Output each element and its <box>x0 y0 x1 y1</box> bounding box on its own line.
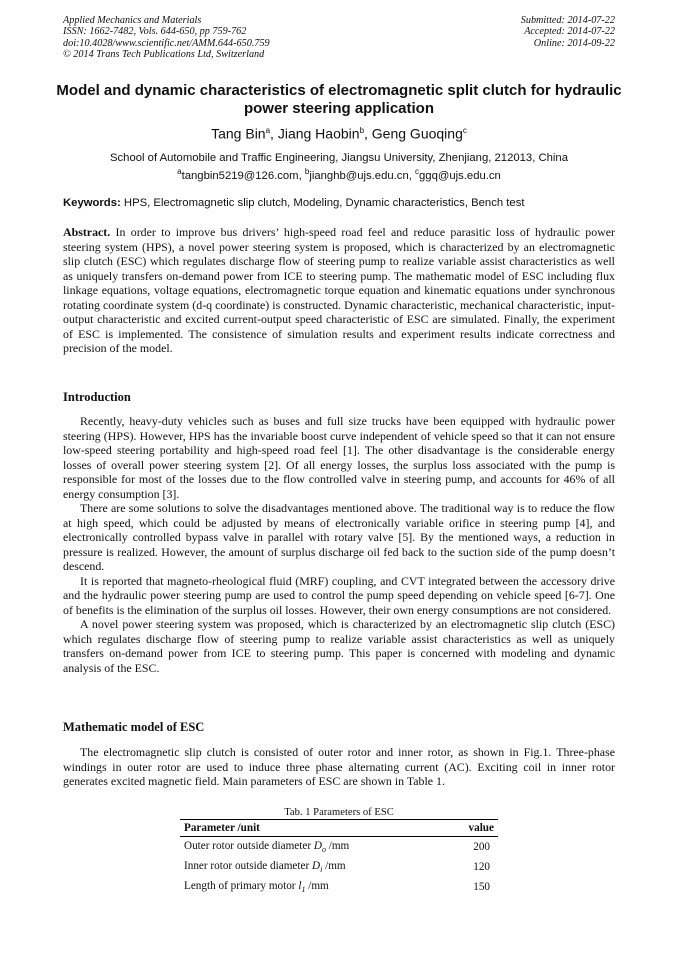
author-superscript: c <box>462 126 467 135</box>
email-address: tangbin5219@126.com <box>181 169 299 182</box>
email-superscript: a <box>177 167 182 176</box>
section-heading-introduction: Introduction <box>63 390 131 404</box>
symbol: $D_o$ <box>313 839 326 855</box>
keywords-text: HPS, Electromagnetic slip clutch, Modeling, Dynamic characteristics, Bench test <box>120 197 525 209</box>
keywords-label: Keywords: <box>63 197 121 209</box>
journal-name: Applied Mechanics and Materials <box>63 15 202 26</box>
journal-info <box>63 15 270 60</box>
author-list: Tang Bin$^a$, Jiang Haobin$^b$, Geng Guoqing$^c$ <box>211 125 467 142</box>
value-cell: 120 <box>473 861 490 873</box>
column-header-value: value <box>468 822 494 834</box>
value-cell: 200 <box>473 841 490 853</box>
affiliation: School of Automobile and Traffic Engineering, Jiangsu University, Zhenjiang, 212013, China <box>109 152 568 164</box>
symbol: $D_i$ <box>312 859 323 875</box>
author-name: Jiang Haobin <box>277 125 360 142</box>
paragraph: The electromagnetic slip clutch is consisted of outer rotor and inner rotor, as shown in Fig.1. Three-phase windings in outer rotor are used to induce three phase alternating current (AC). Exciting coil in inner rotor generates excited magnetic field. Main parameters of ESC are shown in Table 1. <box>63 745 615 788</box>
paragraph: Recently, heavy-duty vehicles such as buses and full size trucks have been equipped with hydraulic power steering (HPS). However, HPS has the invariable boost curve independent of vehicle speed so that it can not ensure low-speed steering portability and high-speed road feel [1]. The other disadvantage is the considerable energy losses of overall power steering system [2]. Of all energy losses, the surplus loss associated with the pump is responsible for most of the losses due to the flow controlled valve in steering pump, and accounts for 46% of all energy consumption [3]. <box>63 414 615 501</box>
table-caption: Tab. 1 Parameters of ESC <box>284 807 394 818</box>
section-heading-math-model: Mathematic model of ESC <box>63 720 205 734</box>
email-superscript: c <box>415 167 420 176</box>
submitted-date: Submitted: 2014-07-22 <box>520 15 615 26</box>
online-date: Online: 2014-09-22 <box>533 37 615 49</box>
email-address: jianghb@ujs.edu.cn <box>309 169 409 182</box>
author-name: Geng Guoqing <box>371 125 463 142</box>
author-superscript: b <box>359 126 365 135</box>
table-row <box>180 877 498 897</box>
parameter-cell: Length of primary motor $l_1$ /mm <box>184 879 329 895</box>
table-row <box>180 837 498 858</box>
copyright-line: © 2014 Trans Tech Publications Ltd, Switzerland <box>63 48 265 60</box>
author-emails: $^a$tangbin5219@126.com, $^b$jianghb@ujs.edu.cn, $^c$ggq@ujs.edu.cn <box>177 167 501 182</box>
abstract-text: In order to improve bus drivers’ high-speed road feel and reduce parasitic loss of hydraulic power steering system (HPS), a novel power steering system is proposed, which is characterized by an electromagnetic slip clutch (ESC) which regulates discharge flow of steering pump to realize variable assist characteristics as well as uniquely transfers on-demand power from ICE to steering pump. The mathematic model of ESC including flux linkage equations, voltage equations, electromagnetic torque equation and kinematic equations under synchronous rotating coordinate system (d-q coordinate) is constructed. Dynamic characteristic, mechanical characteristic, input-output characteristic and excited current-output speed characteristic of ESC are simulated. Finally, the experiment of ESC is implemented. The consistence of simulation results and experiment results indicate correctness and precision of the model. <box>63 225 615 355</box>
author-superscript: a <box>265 126 271 135</box>
parameter-table-block <box>180 806 498 897</box>
accepted-date: Accepted: 2014-07-22 <box>524 26 615 38</box>
abstract-label: Abstract. <box>63 225 111 239</box>
table-row <box>180 857 498 877</box>
introduction-body <box>63 414 615 675</box>
paragraph: There are some solutions to solve the disadvantages mentioned above. The traditional way is to reduce the flow at high speed, which could be adjusted by means of electronically variable orifice in steering pump [4], and electronically controlled bypass valve in parallel with rotary valve [5]. By the mentioned ways, a reduction in pressure is realized. However, the amount of surplus discharge oil fed back to the suction side of the pump doesn’t descend. <box>63 501 615 573</box>
parameter-table <box>180 819 498 897</box>
table-header-row <box>180 820 498 837</box>
email-address: ggq@ujs.edu.cn <box>419 169 501 182</box>
keywords <box>63 196 623 210</box>
issn-line: ISSN: 1662-7482, Vols. 644-650, pp 759-762 <box>63 26 247 38</box>
parameter-cell: Outer rotor outside diameter $D_o$ /mm <box>184 839 350 855</box>
paragraph: A novel power steering system was proposed, which is characterized by an electromagnetic slip clutch (ESC) which regulates discharge flow of steering pump to realize variable assist characteristics as well as uniquely transfers on-demand power from ICE to steering pump. This paper is concerned with modeling and dynamic analysis of the ESC. <box>63 617 615 675</box>
value-cell: 150 <box>473 881 490 893</box>
doi-line: doi:10.4028/www.scientific.net/AMM.644-650.759 <box>63 37 270 49</box>
parameter-cell: Inner rotor outside diameter $D_i$ /mm <box>184 859 346 875</box>
math-model-body <box>63 745 615 789</box>
symbol: $l_1$ <box>298 879 306 895</box>
column-header-parameter: Parameter /unit <box>184 822 260 834</box>
abstract <box>63 225 615 356</box>
author-name: Tang Bin <box>211 125 266 142</box>
submission-dates <box>521 15 615 49</box>
paragraph: It is reported that magneto-rheological fluid (MRF) coupling, and CVT integrated between the accessory drive and the hydraulic power steering pump are used to control the pump speed depending on vehicle speed [6-7]. One of benefits is the elimination of the surplus oil losses. However, their own energy consumptions are not considered. <box>63 573 615 617</box>
paper-title: Model and dynamic characteristics of electromagnetic split clutch for hydraulic power steering application <box>56 82 622 117</box>
email-superscript: b <box>304 167 310 176</box>
